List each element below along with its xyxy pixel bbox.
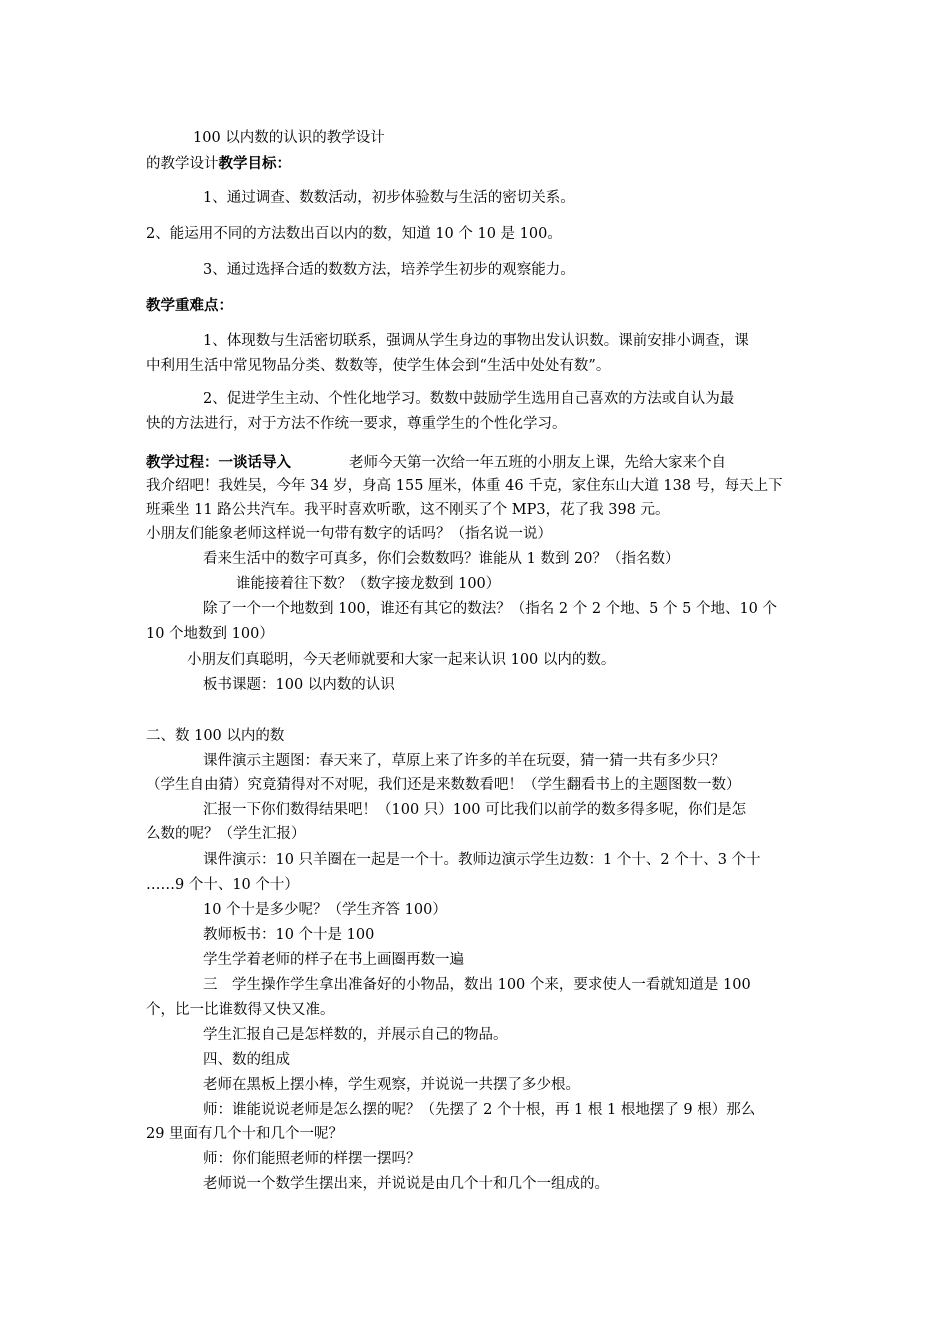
subtitle-prefix: 的教学设计: [146, 156, 219, 172]
section-2-line-3: 汇报一下你们数得结果吧！（100 只）100 可比我们以前学的数多得多呢，你们是怎: [203, 802, 747, 818]
keypoint-2-line-1: 2、促进学生主动、个性化地学习。数数中鼓励学生选用自己喜欢的方法或自认为最: [203, 391, 735, 407]
objective-1: 1、通过调查、数数活动，初步体验数与生活的密切关系。: [203, 190, 575, 206]
section-2-line-9: 学生学着老师的样子在书上画圈再数一遍: [203, 952, 464, 968]
process-line-4: 小朋友们能象老师这样说一句带有数字的话吗？（指名说一说）: [146, 526, 552, 542]
section-4-line-2: 师：谁能说说老师是怎么摆的呢？（先摆了 2 个十根，再 1 根 1 根地摆了 9 根）那么: [203, 1102, 756, 1118]
process-line-8: 10 个地数到 100）: [146, 626, 274, 642]
section-2-heading: 二、数 100 以内的数: [146, 728, 285, 744]
section-2-line-1: 课件演示主题图：春天来了，草原上来了许多的羊在玩耍，猜一猜一共有多少只？: [203, 753, 725, 769]
section-3-line-2: 个，比一比谁数得又快又准。: [146, 1002, 335, 1018]
keypoints-heading: 教学重难点：: [146, 297, 233, 314]
section-4-line-1: 老师在黑板上摆小棒，学生观察，并说说一共摆了多少根。: [203, 1077, 580, 1093]
objectives-heading-line: [146, 154, 291, 174]
section-3-line-1: 三 学生操作学生拿出准备好的小物品，数出 100 个来，要求使人一看就知道是 100: [203, 977, 751, 993]
process-line-2: 我介绍吧！我姓吴，今年 34 岁，身高 155 厘米，体重 46 千克，家住东山大道 138 号，每天上下: [146, 478, 783, 494]
section-2-line-6: ……9 个十、10 个十）: [146, 877, 299, 893]
process-line-10: 板书课题：100 以内数的认识: [203, 677, 395, 693]
process-heading: 教学过程：一谈话导入: [146, 454, 291, 471]
process-intro-text: 老师今天第一次给一年五班的小朋友上课，先给大家来个自: [349, 455, 726, 471]
process-line-6: 谁能接着往下数？（数字接龙数到 100）: [236, 576, 501, 592]
process-line-3: 班乘坐 11 路公共汽车。我平时喜欢听歌，这不刚买了个 MP3，花了我 398 元。: [146, 502, 670, 518]
section-2-line-4: 么数的呢？（学生汇报）: [146, 826, 306, 842]
keypoint-1-line-1: 1、体现数与生活密切联系，强调从学生身边的事物出发认识数。课前安排小调查，课: [203, 333, 749, 349]
section-4-line-4: 师：你们能照老师的样摆一摆吗？: [203, 1151, 421, 1167]
section-3-line-3: 学生汇报自己是怎样数的，并展示自己的物品。: [203, 1027, 508, 1043]
document-title: 100 以内数的认识的教学设计: [193, 130, 385, 146]
section-4-line-3: 29 里面有几个十和几个一呢？: [146, 1126, 344, 1142]
section-2-line-7: 10 个十是多少呢？（学生齐答 100）: [203, 902, 447, 918]
section-4-line-5: 老师说一个数学生摆出来，并说说是由几个十和几个一组成的。: [203, 1176, 609, 1192]
section-2-line-2: （学生自由猜）究竟猜得对不对呢，我们还是来数数看吧！（学生翻看书上的主题图数一数）: [146, 777, 741, 793]
process-heading-line: [146, 453, 726, 473]
keypoint-1-line-2: 中利用生活中常见物品分类、数数等，使学生体会到“生活中处处有数”。: [146, 358, 611, 374]
keypoint-2-line-2: 快的方法进行，对于方法不作统一要求，尊重学生的个性化学习。: [146, 416, 567, 432]
objectives-heading: 教学目标：: [218, 155, 291, 172]
process-line-9: 小朋友们真聪明，今天老师就要和大家一起来认识 100 以内的数。: [187, 652, 616, 668]
section-2-line-8: 教师板书：10 个十是 100: [203, 927, 375, 943]
section-4-heading: 四、数的组成: [203, 1052, 290, 1068]
section-2-line-5: 课件演示：10 只羊圈在一起是一个十。教师边演示学生边数：1 个十、2 个十、3 个十: [203, 852, 761, 868]
objective-3: 3、通过选择合适的数数方法，培养学生初步的观察能力。: [203, 262, 575, 278]
process-line-7: 除了一个一个地数到 100，谁还有其它的数法？（指名 2 个 2 个地、5 个 5 个地、10 个: [203, 601, 778, 617]
objective-2: 2、能运用不同的方法数出百以内的数，知道 10 个 10 是 100。: [146, 226, 562, 242]
process-line-5: 看来生活中的数字可真多，你们会数数吗？谁能从 1 数到 20？（指名数）: [203, 551, 680, 567]
